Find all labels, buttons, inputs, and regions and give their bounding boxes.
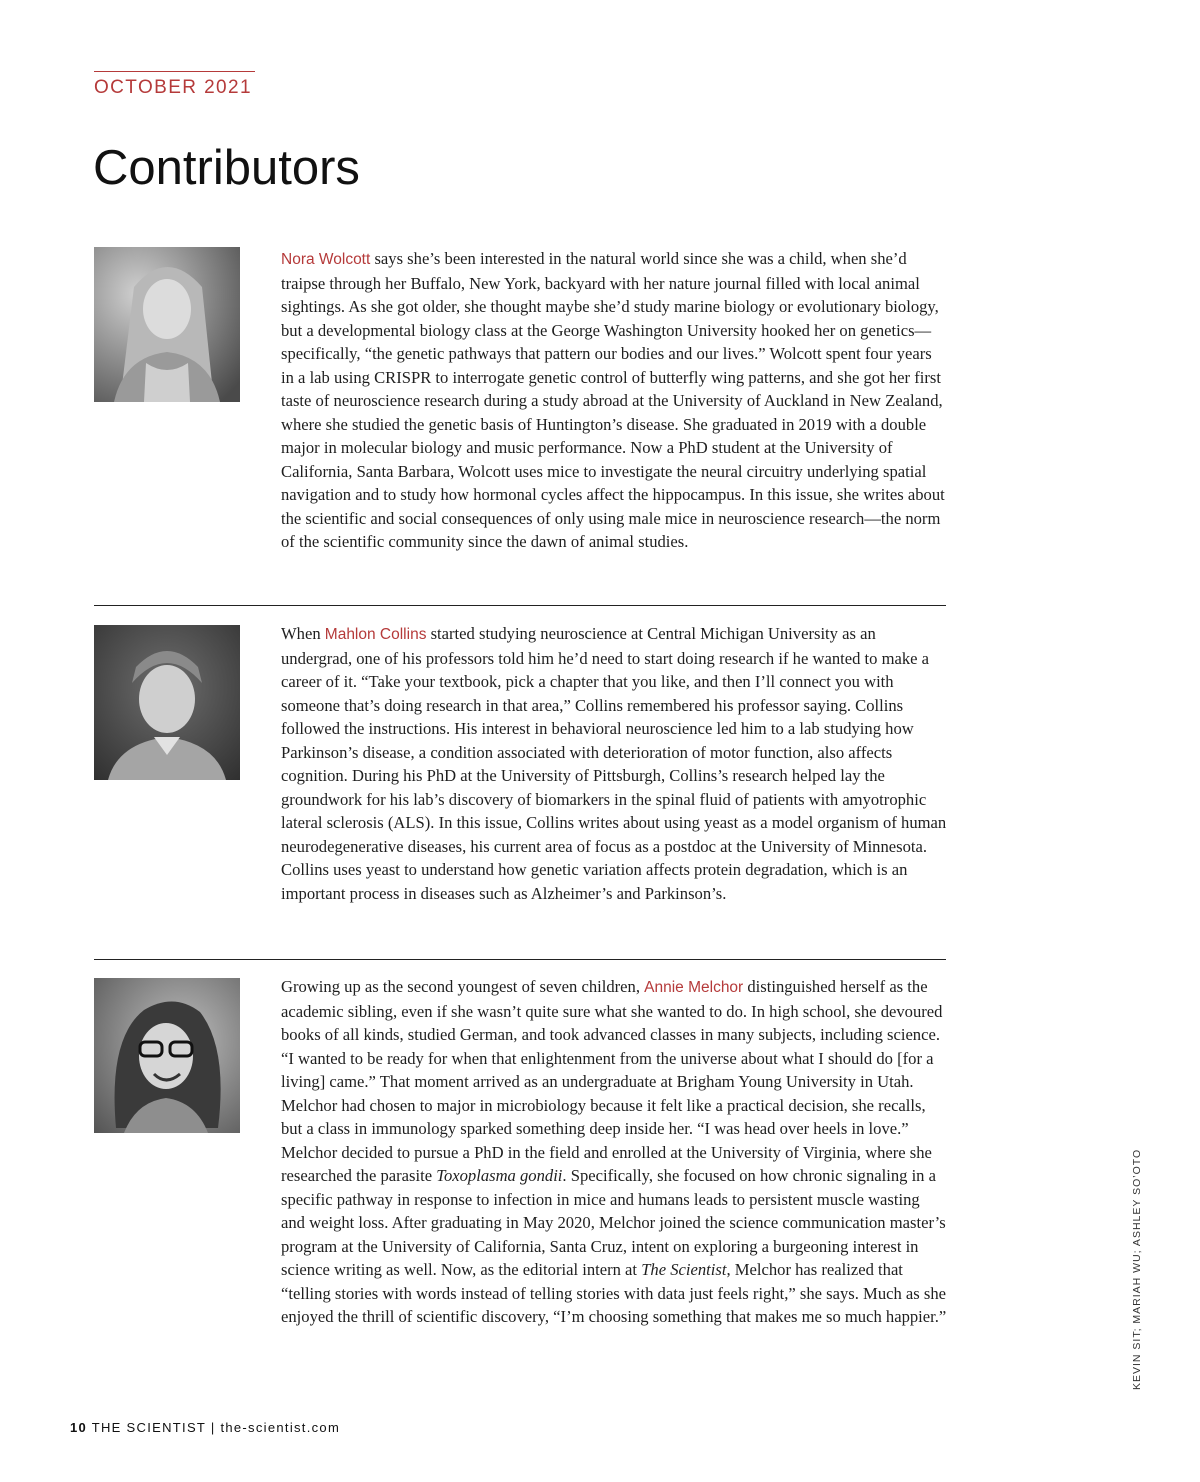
footer-separator: | xyxy=(210,1420,216,1435)
page-footer xyxy=(70,1420,340,1435)
contributor-photo xyxy=(94,625,240,780)
bio-text: Growing up as the second youngest of seven children, xyxy=(281,977,645,996)
contributor-bio xyxy=(281,622,947,905)
portrait-photo xyxy=(94,978,240,1133)
contributor-bio xyxy=(281,975,947,1329)
photo-credit: KEVIN SIT; MARIAH WU; ASHLEY SO’OTO xyxy=(1131,1148,1143,1390)
contributor-photo xyxy=(94,978,240,1133)
publication-name: THE SCIENTIST xyxy=(91,1420,206,1435)
bio-text: started studying neuroscience at Central Michigan University as an undergrad, one of his professors told him he’d need to start doing research if he wanted to make a career of it. “Take your textbook, pick a chapter that you like, and then I’ll connect you with someone that’s doing research in that area,” Collins remembered his professor saying. Collins followed the instructions. His interest in behavioral neuroscience led him to a lab studying how Parkinson’s disease, a condition associated with deterioration of motor function, also affects cognition. During his PhD at the University of Pittsburgh, Collins’s research helped lay the groundwork for his lab’s discovery of biomarkers in the spinal fluid of patients with amyotrophic lateral sclerosis (ALS). In this issue, Collins writes about using yeast as a model organism of human neurodegenerative diseases, his current area of focus as a postdoc at the University of Minnesota. Collins uses yeast to understand how genetic variation affects protein degradation, which is an important process in diseases such as Alzheimer’s and Parkinson’s. xyxy=(281,624,947,903)
section-divider xyxy=(94,605,946,606)
contributor-entry xyxy=(94,247,946,597)
contributor-entry xyxy=(94,975,946,1395)
contributor-name: Nora Wolcott xyxy=(281,251,371,268)
contributor-photo xyxy=(94,247,240,402)
website-link[interactable]: the-scientist.com xyxy=(220,1420,341,1435)
contributor-entry xyxy=(94,622,946,952)
section-divider xyxy=(94,959,946,960)
bio-text: , Melchor has realized that “telling stories with words instead of telling stories with data just feels right,” she says. Much as she enjoyed the thrill of scientific discovery, “I’m choosing something that makes me so much happier.” xyxy=(281,1260,947,1326)
bio-text: distinguished herself as the academic sibling, even if she wasn’t quite sure what she wanted to do. In high school, she devoured books of all kinds, studied German, and took advanced classes in many subjects, including science. “I wanted to be ready for when that enlightenment from the universe about what I should do [for a living] came.” That moment arrived as an undergraduate at Brigham Young University in Utah. Melchor had chosen to major in microbiology because it felt like a practical decision, she recalls, but a class in immunology sparked something deep inside her. “I was head over heels in love.” Melchor decided to pursue a PhD in the field and enrolled at the University of Virginia, where she researched the parasite xyxy=(281,977,943,1185)
bio-text: . Specifically, she focused on how chronic signaling in a specific pathway in response to infection in mice and humans leads to persistent muscle wasting and weight loss. After graduating in May 2020, Melchor joined the science communication master’s program at the University of California, Santa Cruz, intent on exploring a burgeoning interest in science writing as well. Now, as the editorial intern at xyxy=(281,1166,946,1279)
portrait-photo xyxy=(94,247,240,402)
species-name: Toxoplasma gondii xyxy=(436,1166,563,1185)
bio-text: When xyxy=(281,624,325,643)
page-title: Contributors xyxy=(93,141,360,195)
contributor-name: Annie Melchor xyxy=(644,979,744,996)
bio-text: says she’s been interested in the natural world since she was a child, when she’d traipse through her Buffalo, New York, backyard with her nature journal filled with local animal sightings. As she got older, she thought maybe she’d study marine biology or evolutionary biology, but a developmental biology class at the George Washington University hooked her on genetics—specifically, “the genetic pathways that pattern our bodies and our lives.” Wolcott spent four years in a lab using CRISPR to interrogate genetic control of butterfly wing patterns, and she got her first taste of neuroscience research during a study abroad at the University of Auckland in New Zealand, where she studied the genetic basis of Huntington’s disease. She graduated in 2019 with a double major in molecular biology and music performance. Now a PhD student at the University of California, Santa Barbara, Wolcott uses mice to investigate the neural circuitry underlying spatial navigation and to study how hormonal cycles affect the hippocampus. In this issue, she writes about the scientific and social consequences of only using male mice in neuroscience research—the norm of the scientific community since the dawn of animal studies. xyxy=(281,249,945,551)
contributor-bio xyxy=(281,247,947,554)
publication-name: The Scientist xyxy=(641,1260,727,1279)
contributor-name: Mahlon Collins xyxy=(324,626,427,643)
page-number: 10 xyxy=(70,1420,88,1435)
portrait-photo xyxy=(94,625,240,780)
issue-rule xyxy=(94,71,255,72)
issue-date: OCTOBER 2021 xyxy=(94,77,252,98)
